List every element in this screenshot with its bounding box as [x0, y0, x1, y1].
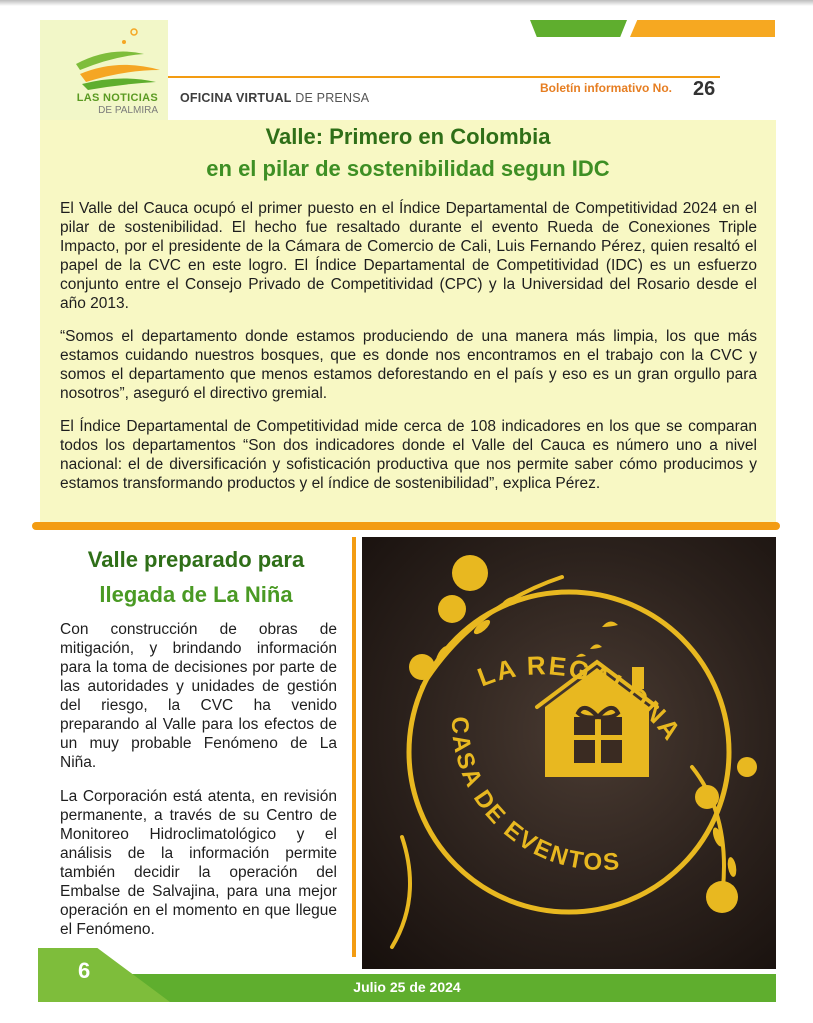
header-green-bar — [530, 20, 627, 37]
header-divider — [168, 76, 720, 78]
page-top-shadow — [0, 0, 813, 6]
article1-paragraph-1: El Valle del Cauca ocupó el primer puesto en el Índice Departamental de Competitividad 2024 en el pilar de sostenibilidad. El hecho fue resaltado durante el evento Rueda de Conexiones Triple Impacto, por el presidente de la Cámara de Comercio de Cali, Luis Fernando Pérez, quien resaltó el papel de la CVC en este logro. El Índice Departamental de Competitividad (IDC) es un esfuerzo conjunto entre el Consejo Privado de Competitividad (CPC) y la Universidad del Rosario desde el año 2013. — [60, 200, 757, 312]
bulletin-label: Boletín informativo No. — [540, 81, 672, 95]
image-text-top: LA REGALONA — [473, 650, 688, 747]
article1-paragraph-3: El Índice Departamental de Competitividad mide cerca de 108 indicadores en los que se comparan todos los departamentos “Son dos indicadores donde el Valle del Cauca es número uno a nivel nacional: el de diversificación y sofisticación productiva que nos permite saber cómo producimos y estamos transformando productos y el índice de sostenibilidad”, explica Pérez. — [60, 418, 757, 492]
logo-subtitle: DE PALMIRA — [98, 105, 158, 116]
event-logo-graphic — [362, 537, 776, 969]
event-logo-image — [362, 537, 776, 969]
footer-date: Julio 25 de 2024 — [353, 979, 461, 995]
logo-title: LAS NOTICIAS — [76, 92, 158, 104]
article1-title-line1: Valle: Primero en Colombia — [265, 124, 551, 149]
article1-paragraph-2: “Somos el departamento donde estamos produciendo de una manera más limpia, los que más estamos cuidando nuestros bosques, que es donde nos encontramos en el trabajo con la CVC y somos el departamento que menos estamos deforestando en el país y eso es un gran orgullo para nosotros”, aseguró el directivo gremial. — [60, 328, 757, 402]
article2-paragraph-2: La Corporación está atenta, en revisión permanente, a través de su Centro de Monitoreo Hidroclimatológico y el análisis de la información permite también decidir la operación del Embalse de Salvajina, para una mejor operación en el momento en que llegue el Fenómeno. — [60, 788, 337, 938]
column-divider — [352, 537, 356, 957]
article2-paragraph-1: Con construcción de obras de mitigación, y brindando información para la toma de decisiones por parte de las autoridades y unidades de gestión del riesgo, la CVC ha venido preparando al Valle para los efectos de un muy probable Fenómeno de La Niña. — [60, 621, 337, 771]
image-text-bottom: CASA DE EVENTOS — [445, 716, 623, 877]
header-orange-bar — [630, 20, 775, 37]
bulletin-number: 26 — [693, 78, 716, 100]
section-divider — [32, 522, 780, 530]
newsletter-logo — [40, 20, 168, 120]
article1-title-line2: en el pilar de sostenibilidad segun IDC — [206, 156, 610, 181]
office-label — [180, 91, 369, 105]
office-label-bold: OFICINA VIRTUAL — [180, 91, 292, 105]
article2-title-line1: Valle preparado para — [87, 547, 305, 572]
article2-title-line2: llegada de La Niña — [99, 582, 293, 607]
page-number: 6 — [78, 958, 91, 983]
office-label-rest: DE PRENSA — [291, 91, 370, 105]
